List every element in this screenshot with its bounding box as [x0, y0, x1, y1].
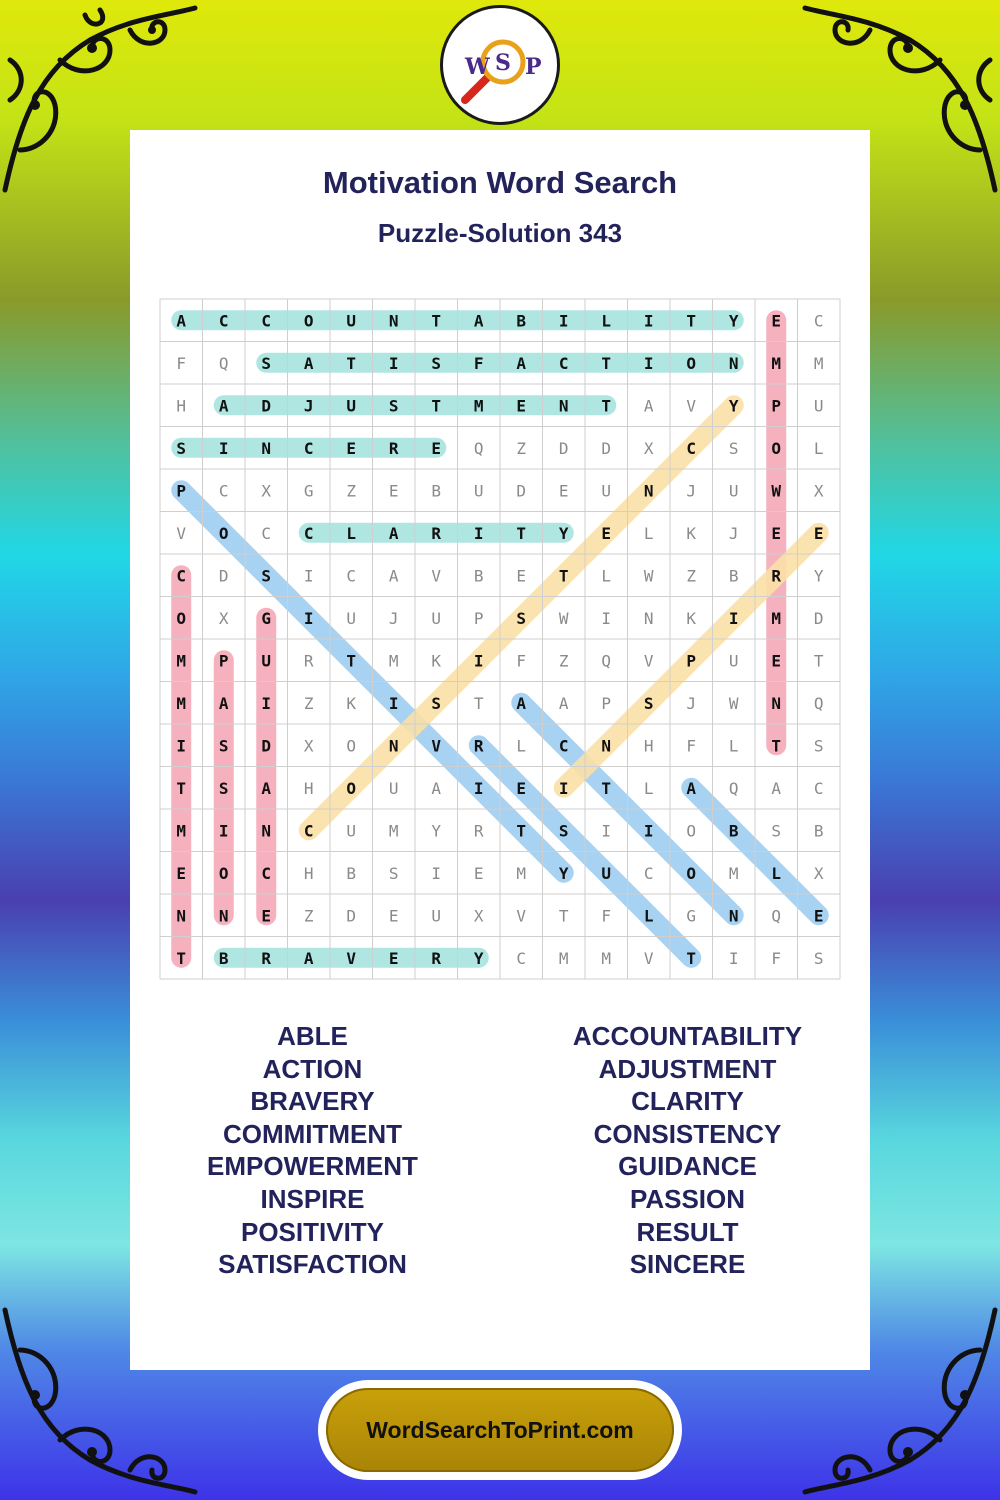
- grid-letter: Y: [431, 821, 442, 841]
- grid-letter-found: C: [176, 566, 187, 586]
- page-subtitle: Puzzle-Solution 343: [377, 218, 623, 248]
- grid-letter-found: I: [473, 778, 484, 798]
- grid-letter-found: O: [218, 523, 229, 543]
- grid-letter-found: T: [346, 353, 357, 373]
- grid-letter: F: [771, 948, 782, 968]
- grid-letter-found: I: [176, 736, 187, 756]
- grid-letter-found: A: [176, 311, 187, 331]
- grid-letter-found: B: [516, 311, 527, 331]
- grid-letter: F: [601, 906, 612, 926]
- grid-letter: R: [303, 651, 314, 671]
- grid-letter-found: S: [388, 396, 399, 416]
- grid-letter-found: C: [686, 438, 697, 458]
- grid-letter-found: L: [771, 863, 782, 883]
- grid-letter: V: [516, 906, 527, 926]
- grid-letter-found: O: [686, 863, 697, 883]
- grid-letter: Q: [813, 693, 824, 713]
- grid-letter-found: S: [261, 566, 272, 586]
- grid-letter: U: [813, 396, 824, 416]
- grid-letter-found: E: [261, 906, 272, 926]
- grid-letter: Q: [473, 438, 484, 458]
- grid-letter-found: T: [771, 736, 782, 756]
- grid-letter: M: [601, 948, 612, 968]
- grid-letter: A: [771, 778, 782, 798]
- grid-letter: T: [558, 906, 569, 926]
- grid-letter-found: T: [601, 353, 612, 373]
- grid-letter: E: [473, 863, 484, 883]
- grid-letter: C: [813, 778, 824, 798]
- grid-letter-found: M: [176, 821, 187, 841]
- grid-letter: U: [473, 481, 484, 501]
- grid-letter-found: B: [728, 821, 739, 841]
- grid-letter: J: [388, 608, 399, 628]
- grid-letter-found: E: [601, 523, 612, 543]
- grid-letter-found: R: [261, 948, 272, 968]
- grid-letter-found: N: [728, 353, 739, 373]
- grid-letter: F: [176, 353, 187, 373]
- word-list-item: SATISFACTION: [218, 1249, 407, 1280]
- grid-letter-found: E: [771, 523, 782, 543]
- grid-letter-found: N: [176, 906, 187, 926]
- grid-letter: S: [771, 821, 782, 841]
- grid-letter-found: I: [558, 311, 569, 331]
- grid-letter: K: [346, 693, 357, 713]
- grid-letter-found: E: [813, 906, 824, 926]
- grid-letter: V: [643, 948, 654, 968]
- grid-letter: S: [813, 736, 824, 756]
- grid-letter-found: M: [176, 651, 187, 671]
- grid-letter: I: [601, 608, 612, 628]
- grid-letter: K: [686, 608, 697, 628]
- grid-letter: H: [643, 736, 654, 756]
- grid-letter: A: [388, 566, 399, 586]
- grid-letter-found: A: [473, 311, 484, 331]
- grid-letter-found: T: [516, 821, 527, 841]
- grid-letter-found: A: [388, 523, 399, 543]
- grid-letter: T: [813, 651, 824, 671]
- grid-letter-found: N: [643, 481, 654, 501]
- grid-letter: N: [643, 608, 654, 628]
- grid-letter-found: O: [218, 863, 229, 883]
- site-link-button[interactable]: WordSearchToPrint.com: [326, 1388, 674, 1472]
- page-title: Motivation Word Search: [322, 165, 678, 200]
- grid-letter-found: O: [686, 353, 697, 373]
- grid-letter-found: T: [686, 948, 697, 968]
- word-list-item: BRAVERY: [250, 1086, 375, 1117]
- word-list-item: CLARITY: [631, 1086, 744, 1117]
- grid-letter-found: L: [346, 523, 357, 543]
- word-list-item: EMPOWERMENT: [207, 1151, 418, 1182]
- grid-letter-found: T: [601, 396, 612, 416]
- grid-letter: M: [728, 863, 739, 883]
- grid-letter: A: [643, 396, 654, 416]
- grid-letter-found: S: [431, 353, 442, 373]
- grid-letter-found: A: [261, 778, 272, 798]
- grid-letter: T: [473, 693, 484, 713]
- grid-letter-found: Y: [728, 311, 739, 331]
- word-list-item: INSPIRE: [260, 1183, 365, 1214]
- grid-letter-found: S: [218, 736, 229, 756]
- grid-letter: C: [346, 566, 357, 586]
- word-list-right: [535, 1020, 840, 1281]
- grid-letter: F: [686, 736, 697, 756]
- grid-letter: L: [516, 736, 527, 756]
- grid-letter: J: [686, 481, 697, 501]
- grid-letter-found: P: [771, 396, 782, 416]
- grid-letter: D: [218, 566, 229, 586]
- grid-letter: U: [728, 481, 739, 501]
- grid-letter-found: I: [643, 353, 654, 373]
- word-list-item: CONSISTENCY: [593, 1118, 782, 1149]
- word-list-item: COMMITMENT: [222, 1118, 403, 1149]
- grid-letter-found: U: [346, 396, 357, 416]
- grid-letter: J: [728, 523, 739, 543]
- grid-letter-found: P: [218, 651, 229, 671]
- grid-letter: M: [388, 821, 399, 841]
- grid-letter: X: [813, 481, 824, 501]
- grid-letter: M: [388, 651, 399, 671]
- grid-letter-found: N: [771, 693, 782, 713]
- grid-letter-found: R: [431, 948, 442, 968]
- grid-letter: O: [346, 736, 357, 756]
- grid-letter-found: A: [686, 778, 697, 798]
- grid-letter: B: [346, 863, 357, 883]
- word-list-item: ABLE: [277, 1021, 348, 1051]
- logo-letter-s: S: [495, 50, 511, 76]
- grid-letter-found: C: [261, 863, 272, 883]
- grid-letter: X: [218, 608, 229, 628]
- grid-letter-found: T: [686, 311, 697, 331]
- word-list-item: ACCOUNTABILITY: [572, 1021, 803, 1051]
- grid-letter: U: [346, 608, 357, 628]
- grid-letter-found: M: [176, 693, 187, 713]
- grid-letter-found: A: [516, 353, 527, 373]
- grid-letter-found: E: [813, 523, 824, 543]
- grid-letter-found: C: [558, 736, 569, 756]
- grid-letter: X: [473, 906, 484, 926]
- grid-letter-found: Y: [728, 396, 739, 416]
- grid-letter-found: C: [218, 311, 229, 331]
- grid-letter: W: [643, 566, 654, 586]
- grid-letter: X: [643, 438, 654, 458]
- grid-letter-found: A: [218, 693, 229, 713]
- grid-letter-found: S: [176, 438, 187, 458]
- grid-letter-found: N: [261, 821, 272, 841]
- grid-letter-found: M: [473, 396, 484, 416]
- grid-letter-found: C: [303, 821, 314, 841]
- grid-letter: V: [176, 523, 187, 543]
- grid-letter-found: C: [261, 311, 272, 331]
- grid-letter-found: I: [388, 353, 399, 373]
- grid-letter-found: T: [176, 948, 187, 968]
- grid-letter-found: U: [346, 311, 357, 331]
- word-list-item: GUIDANCE: [618, 1151, 757, 1182]
- grid-letter: Z: [558, 651, 569, 671]
- grid-letter: P: [601, 693, 612, 713]
- grid-letter-found: D: [261, 396, 272, 416]
- grid-letter-found: S: [516, 608, 527, 628]
- grid-letter-found: V: [431, 736, 442, 756]
- word-list-item: POSITIVITY: [240, 1216, 385, 1247]
- grid-letter-found: B: [218, 948, 229, 968]
- grid-letter: I: [431, 863, 442, 883]
- grid-letter-found: N: [728, 906, 739, 926]
- grid-letter-found: I: [558, 778, 569, 798]
- grid-letter: Z: [303, 906, 314, 926]
- grid-letter: W: [558, 608, 569, 628]
- grid-letter-found: A: [303, 353, 314, 373]
- grid-letter: G: [303, 481, 314, 501]
- grid-letter: U: [431, 906, 442, 926]
- grid-letter: C: [813, 311, 824, 331]
- grid-letter: U: [728, 651, 739, 671]
- grid-letter: Q: [601, 651, 612, 671]
- grid-letter-found: E: [176, 863, 187, 883]
- grid-letter-found: L: [601, 311, 612, 331]
- grid-letter-found: I: [473, 651, 484, 671]
- grid-letter-found: T: [431, 396, 442, 416]
- grid-letter-found: N: [388, 736, 399, 756]
- grid-letter-found: N: [261, 438, 272, 458]
- grid-letter-found: P: [686, 651, 697, 671]
- grid-letter-found: N: [601, 736, 612, 756]
- grid-letter: L: [601, 566, 612, 586]
- grid-letter-found: T: [516, 523, 527, 543]
- grid-letter: B: [728, 566, 739, 586]
- word-list-item: ADJUSTMENT: [598, 1053, 777, 1084]
- grid-letter: H: [176, 396, 187, 416]
- grid-letter: E: [388, 906, 399, 926]
- grid-letter-found: E: [516, 778, 527, 798]
- grid-letter: A: [431, 778, 442, 798]
- grid-letter: M: [558, 948, 569, 968]
- grid-letter: Q: [771, 906, 782, 926]
- grid-letter-found: W: [771, 481, 782, 501]
- grid-letter-found: R: [388, 438, 399, 458]
- grid-letter: X: [261, 481, 272, 501]
- grid-letter-found: U: [261, 651, 272, 671]
- grid-letter: D: [516, 481, 527, 501]
- grid-letter-found: T: [431, 311, 442, 331]
- grid-letter: I: [303, 566, 314, 586]
- grid-letter: E: [558, 481, 569, 501]
- grid-letter: U: [388, 778, 399, 798]
- grid-letter: Q: [218, 353, 229, 373]
- grid-letter-found: I: [473, 523, 484, 543]
- grid-letter-found: I: [261, 693, 272, 713]
- grid-letter-found: O: [346, 778, 357, 798]
- grid-letter-found: V: [346, 948, 357, 968]
- grid-letter: I: [601, 821, 612, 841]
- grid-letter-found: I: [643, 821, 654, 841]
- grid-letter: C: [261, 523, 272, 543]
- grid-letter-found: E: [431, 438, 442, 458]
- grid-letter-found: J: [303, 396, 314, 416]
- word-list-left: [160, 1020, 465, 1281]
- grid-letter: W: [728, 693, 739, 713]
- grid-letter-found: I: [218, 821, 229, 841]
- grid-letter: B: [813, 821, 824, 841]
- word-list-item: ACTION: [262, 1053, 363, 1084]
- grid-letter: A: [558, 693, 569, 713]
- grid-letter-found: N: [558, 396, 569, 416]
- grid-letter: M: [516, 863, 527, 883]
- grid-letter-found: C: [558, 353, 569, 373]
- grid-letter-found: T: [346, 651, 357, 671]
- grid-letter: D: [601, 438, 612, 458]
- grid-letter-found: O: [303, 311, 314, 331]
- grid-letter: H: [303, 778, 314, 798]
- grid-letter-found: C: [303, 523, 314, 543]
- grid-letter-found: M: [771, 608, 782, 628]
- grid-letter: F: [516, 651, 527, 671]
- grid-letter-found: F: [473, 353, 484, 373]
- grid-letter-found: R: [771, 566, 782, 586]
- grid-letter-found: Y: [473, 948, 484, 968]
- grid-letter: D: [813, 608, 824, 628]
- grid-letter-found: S: [218, 778, 229, 798]
- grid-letter: C: [218, 481, 229, 501]
- grid-letter: J: [686, 693, 697, 713]
- grid-letter-found: Y: [558, 863, 569, 883]
- grid-letter-found: A: [516, 693, 527, 713]
- grid-letter: R: [473, 821, 484, 841]
- logo-letter-w: W: [465, 54, 490, 80]
- word-list-item: RESULT: [636, 1216, 739, 1247]
- grid-letter-found: L: [643, 906, 654, 926]
- grid-letter-found: R: [473, 736, 484, 756]
- grid-letter: E: [516, 566, 527, 586]
- grid-letter-found: A: [218, 396, 229, 416]
- grid-letter-found: T: [176, 778, 187, 798]
- grid-letter: E: [388, 481, 399, 501]
- grid-letter: U: [346, 821, 357, 841]
- grid-letter: S: [728, 438, 739, 458]
- grid-letter-found: O: [176, 608, 187, 628]
- grid-letter: V: [431, 566, 442, 586]
- grid-letter: Z: [346, 481, 357, 501]
- grid-letter: S: [813, 948, 824, 968]
- grid-letter: O: [686, 821, 697, 841]
- grid-letter-found: T: [558, 566, 569, 586]
- logo-letter-p: P: [525, 54, 542, 80]
- grid-letter-found: T: [601, 778, 612, 798]
- grid-letter-found: E: [771, 311, 782, 331]
- grid-letter: Z: [516, 438, 527, 458]
- grid-letter-found: Y: [558, 523, 569, 543]
- grid-letter: B: [431, 481, 442, 501]
- grid-letter-found: U: [601, 863, 612, 883]
- grid-letter-found: S: [558, 821, 569, 841]
- grid-letter-found: C: [303, 438, 314, 458]
- grid-letter-found: M: [771, 353, 782, 373]
- grid-letter-found: N: [388, 311, 399, 331]
- grid-letter: M: [813, 353, 824, 373]
- grid-letter-found: I: [218, 438, 229, 458]
- grid-letter-found: E: [388, 948, 399, 968]
- grid-letter: K: [686, 523, 697, 543]
- grid-letter-found: E: [346, 438, 357, 458]
- grid-letter-found: D: [261, 736, 272, 756]
- grid-letter-found: S: [431, 693, 442, 713]
- grid-letter: X: [813, 863, 824, 883]
- grid-letter: D: [558, 438, 569, 458]
- word-list-item: PASSION: [629, 1183, 746, 1214]
- grid-letter-found: O: [771, 438, 782, 458]
- grid-letter-found: A: [303, 948, 314, 968]
- grid-letter-found: I: [388, 693, 399, 713]
- grid-letter: Z: [686, 566, 697, 586]
- grid-letter-found: E: [516, 396, 527, 416]
- grid-letter: D: [346, 906, 357, 926]
- grid-letter: B: [473, 566, 484, 586]
- grid-letter: L: [813, 438, 824, 458]
- grid-letter: C: [643, 863, 654, 883]
- grid-letter: X: [303, 736, 314, 756]
- grid-letter: G: [686, 906, 697, 926]
- grid-letter-found: N: [218, 906, 229, 926]
- grid-letter: I: [728, 948, 739, 968]
- grid-letter-found: S: [643, 693, 654, 713]
- grid-letter: K: [431, 651, 442, 671]
- grid-letter-found: S: [261, 353, 272, 373]
- grid-letter-found: G: [261, 608, 272, 628]
- grid-letter: V: [686, 396, 697, 416]
- grid-letter-found: P: [176, 481, 187, 501]
- grid-letter-found: I: [643, 311, 654, 331]
- grid-letter-found: R: [431, 523, 442, 543]
- word-list-item: SINCERE: [629, 1249, 746, 1280]
- grid-letter: Q: [728, 778, 739, 798]
- grid-letter: L: [643, 523, 654, 543]
- grid-letter: H: [303, 863, 314, 883]
- grid-letter: Y: [813, 566, 824, 586]
- grid-letter: S: [388, 863, 399, 883]
- grid-letter: U: [601, 481, 612, 501]
- grid-letter: L: [643, 778, 654, 798]
- grid-letter-found: I: [728, 608, 739, 628]
- grid-letter-found: I: [303, 608, 314, 628]
- grid-letter: C: [516, 948, 527, 968]
- grid-letter: U: [431, 608, 442, 628]
- grid-letter: V: [643, 651, 654, 671]
- grid-letter: L: [728, 736, 739, 756]
- grid-letter: P: [473, 608, 484, 628]
- grid-letter: Z: [303, 693, 314, 713]
- grid-letter-found: E: [771, 651, 782, 671]
